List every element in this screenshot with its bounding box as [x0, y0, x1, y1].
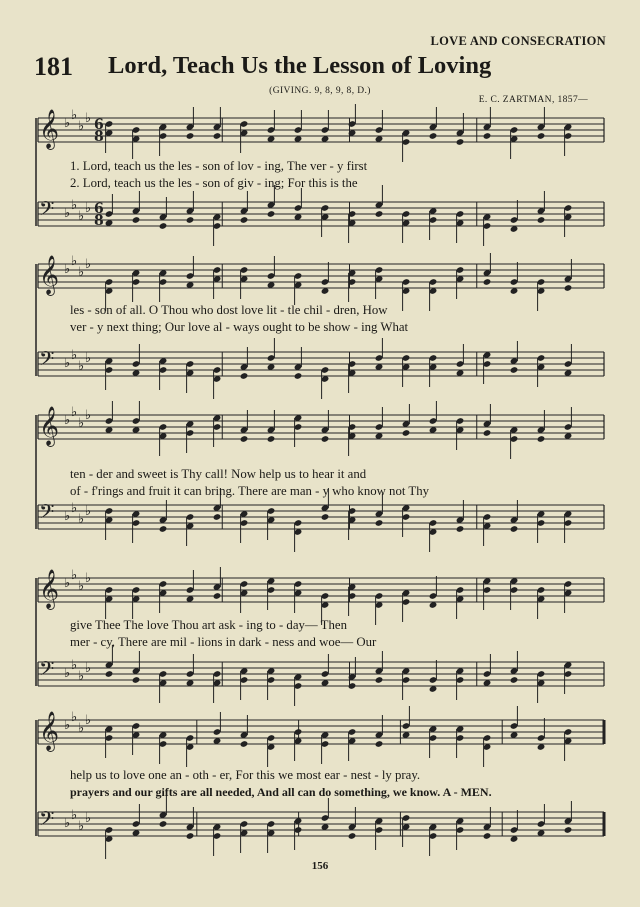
- note-head: [267, 210, 276, 218]
- note-head: [375, 210, 384, 218]
- note-head: [213, 592, 222, 600]
- flat-icon: ♭: [71, 710, 78, 725]
- flat-icon: ♭: [71, 808, 78, 823]
- note-head: [186, 832, 195, 840]
- treble-clef-icon: 𝄞: [39, 109, 60, 149]
- note-head: [537, 435, 546, 443]
- hymn-number: 181: [34, 52, 73, 81]
- flat-icon: ♭: [71, 254, 78, 269]
- note-head: [483, 429, 492, 437]
- note-head: [321, 435, 330, 443]
- note-head: [348, 682, 357, 690]
- note-head: [105, 670, 114, 678]
- flat-icon: ♭: [85, 257, 92, 272]
- lyric-line: mer - cy, There are mil - lions in dark - ness and woe— Our: [70, 635, 377, 649]
- flat-icon: ♭: [71, 405, 78, 420]
- flat-icon: ♭: [64, 206, 71, 221]
- flat-icon: ♭: [71, 568, 78, 583]
- flat-icon: ♭: [85, 201, 92, 216]
- flat-icon: ♭: [64, 718, 71, 733]
- lyric-line: 2. Lord, teach us the les - son of giv - ing; For this is the: [70, 176, 358, 190]
- note-head: [402, 429, 411, 437]
- flat-icon: ♭: [64, 816, 71, 831]
- section-heading: LOVE AND CONSECRATION: [430, 34, 606, 48]
- bass-clef-icon: 𝄢: [39, 807, 55, 835]
- lyric-line: 1. Lord, teach us the les - son of lov - ing, The ver - y first: [70, 159, 368, 173]
- flat-icon: ♭: [85, 351, 92, 366]
- flat-icon: ♭: [78, 512, 85, 527]
- flat-icon: ♭: [64, 666, 71, 681]
- note-head: [483, 278, 492, 286]
- note-head: [240, 740, 249, 748]
- lyric-line: ten - der and sweet is Thy call! Now help us to hear it and: [70, 467, 367, 481]
- note-head: [240, 216, 249, 224]
- note-head: [510, 676, 519, 684]
- lyric-line: give Thee The love Thou art ask - ing to - day— Then: [70, 618, 347, 632]
- flat-icon: ♭: [85, 713, 92, 728]
- note-head: [375, 740, 384, 748]
- note-head: [564, 826, 573, 834]
- flat-icon: ♭: [85, 571, 92, 586]
- note-head: [483, 832, 492, 840]
- flat-icon: ♭: [71, 658, 78, 673]
- bass-clef-icon: 𝄢: [39, 500, 55, 528]
- flat-icon: ♭: [71, 198, 78, 213]
- page-number: 156: [311, 860, 329, 872]
- note-head: [213, 513, 222, 521]
- treble-clef-icon: 𝄞: [39, 255, 60, 295]
- tune-meter: (GIVING. 9, 8, 9, 8, D.): [269, 86, 371, 96]
- note-head: [240, 435, 249, 443]
- flat-icon: ♭: [85, 661, 92, 676]
- note-head: [267, 435, 276, 443]
- lyric-line: of - f'rings and fruit it can bring. There are man - y who know not Thy: [70, 484, 429, 498]
- time-signature-digit: 8: [94, 213, 104, 229]
- flat-icon: ♭: [78, 265, 85, 280]
- note-head: [483, 132, 492, 140]
- treble-clef-icon: 𝄞: [39, 569, 60, 609]
- note-head: [159, 222, 168, 230]
- note-head: [456, 138, 465, 146]
- flat-icon: ♭: [78, 119, 85, 134]
- flat-icon: ♭: [64, 413, 71, 428]
- flat-icon: ♭: [78, 819, 85, 834]
- flat-icon: ♭: [78, 209, 85, 224]
- flat-icon: ♭: [85, 408, 92, 423]
- flat-icon: ♭: [85, 111, 92, 126]
- composer-credit: E. C. ZARTMAN, 1857—: [478, 95, 588, 105]
- flat-icon: ♭: [78, 669, 85, 684]
- note-head: [159, 820, 168, 828]
- note-head: [456, 525, 465, 533]
- note-head: [510, 366, 519, 374]
- note-head: [348, 832, 357, 840]
- bass-clef-icon: 𝄢: [39, 657, 55, 685]
- flat-icon: ♭: [64, 116, 71, 131]
- flat-icon: ♭: [64, 262, 71, 277]
- time-signature-digit: 8: [94, 129, 104, 145]
- treble-clef-icon: 𝄞: [39, 406, 60, 446]
- flat-icon: ♭: [64, 509, 71, 524]
- bass-clef-icon: 𝄢: [39, 347, 55, 375]
- flat-icon: ♭: [71, 348, 78, 363]
- note-head: [375, 676, 384, 684]
- flat-icon: ♭: [78, 579, 85, 594]
- note-head: [510, 525, 519, 533]
- hymn-title: Lord, Teach Us the Lesson of Loving: [108, 52, 492, 79]
- note-head: [537, 132, 546, 140]
- note-head: [186, 132, 195, 140]
- flat-icon: ♭: [71, 501, 78, 516]
- note-head: [429, 132, 438, 140]
- flat-icon: ♭: [78, 721, 85, 736]
- lyric-line: prayers and our gifts are all needed, And all can do something, we know. A - MEN.: [70, 785, 492, 799]
- note-head: [240, 372, 249, 380]
- lyric-line: les - son of all. O Thou who dost love lit - tle chil - dren, How: [70, 303, 388, 317]
- time-signature-digit: 6: [94, 201, 104, 217]
- note-head: [564, 284, 573, 292]
- note-head: [186, 216, 195, 224]
- lyric-line: help us to love one an - oth - er, For this we most ear - nest - ly pray.: [70, 768, 421, 782]
- note-head: [294, 372, 303, 380]
- flat-icon: ♭: [78, 359, 85, 374]
- flat-icon: ♭: [64, 356, 71, 371]
- note-head: [537, 216, 546, 224]
- flat-icon: ♭: [64, 576, 71, 591]
- flat-icon: ♭: [71, 108, 78, 123]
- flat-icon: ♭: [85, 504, 92, 519]
- note-head: [213, 132, 222, 140]
- note-head: [321, 513, 330, 521]
- note-head: [132, 216, 141, 224]
- treble-clef-icon: 𝄞: [39, 711, 60, 751]
- note-head: [375, 519, 384, 527]
- bass-clef-icon: 𝄢: [39, 197, 55, 225]
- flat-icon: ♭: [85, 811, 92, 826]
- note-head: [132, 676, 141, 684]
- flat-icon: ♭: [78, 416, 85, 431]
- time-signature-digit: 6: [94, 117, 104, 133]
- lyric-line: ver - y next thing; Our love al - ways ought to be show - ing What: [70, 320, 409, 334]
- note-head: [159, 525, 168, 533]
